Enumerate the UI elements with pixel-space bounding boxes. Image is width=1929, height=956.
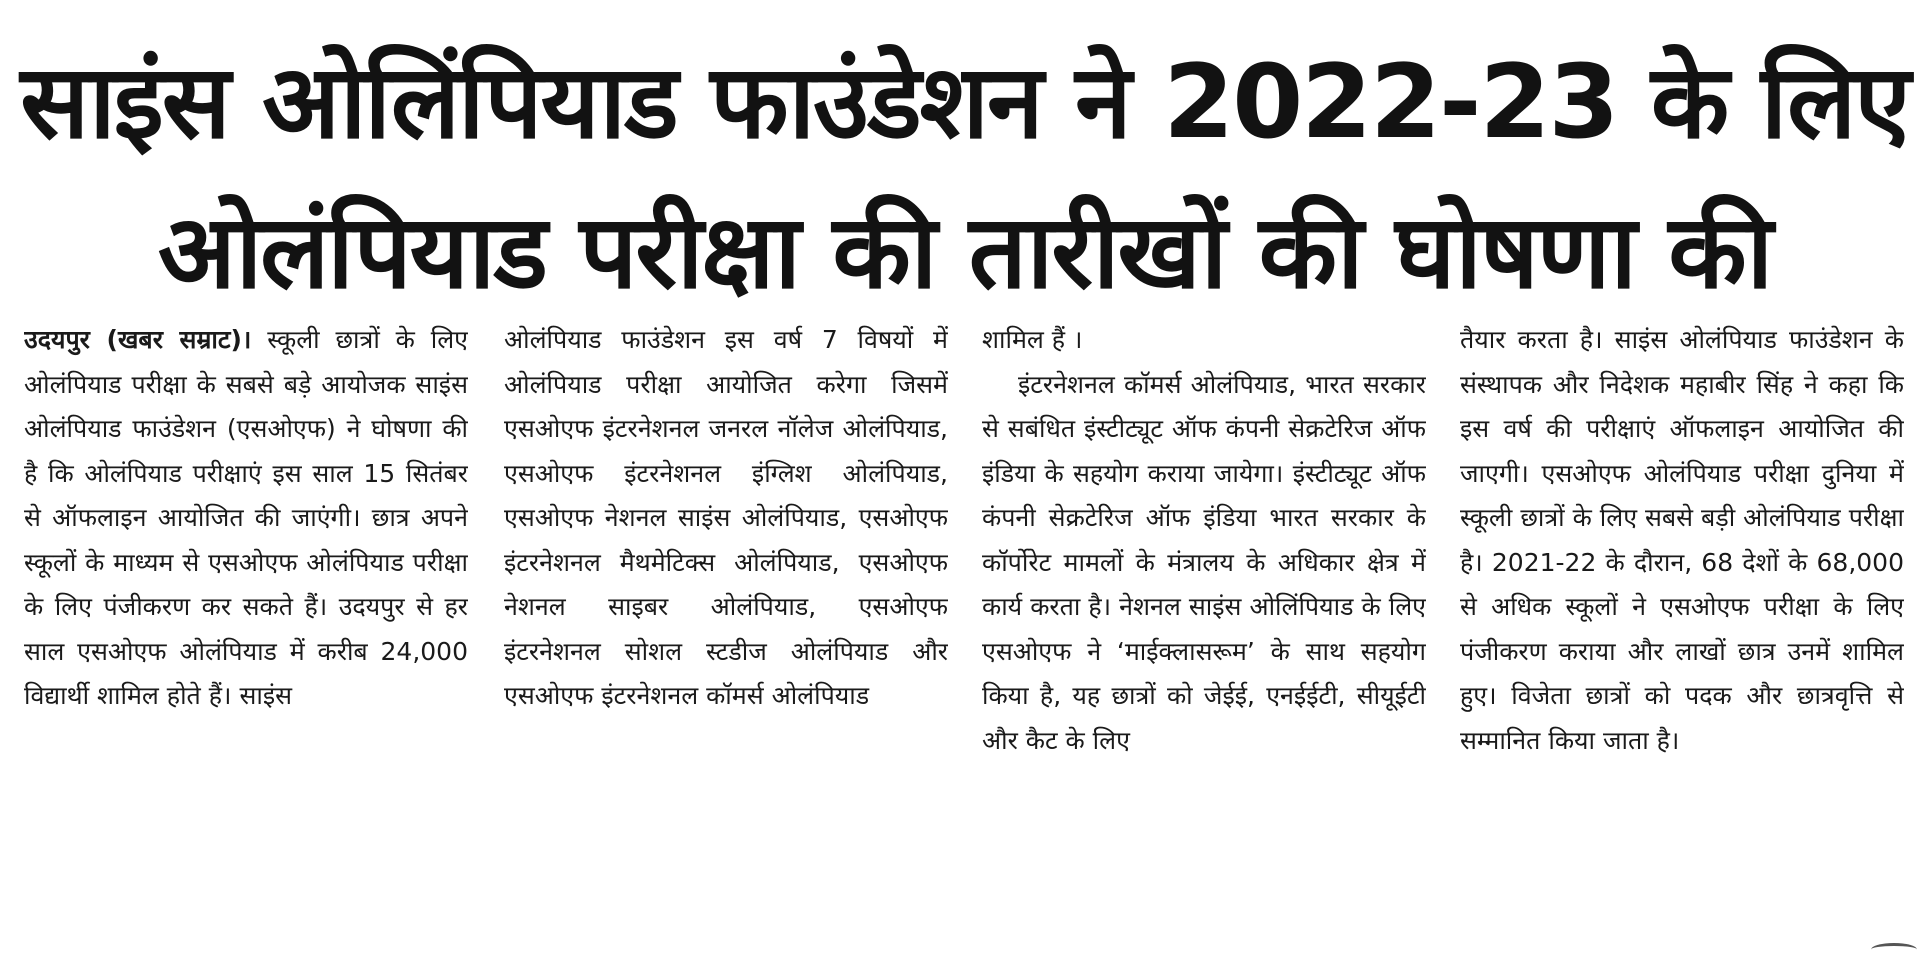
- article-column-4: [1460, 318, 1904, 948]
- column-1-paragraph: [24, 318, 468, 719]
- column-3-paragraph-1: शामिल हैं ।: [982, 325, 1083, 354]
- headline: [0, 28, 1929, 328]
- article-body: [24, 318, 1905, 948]
- headline-line-1: साइंस ओलिंपियाड फाउंडेशन ने 2022-23 के लिए: [20, 43, 1909, 162]
- article-column-2: [504, 318, 948, 948]
- column-1-text: स्कूली छात्रों के लिए ओलंपियाड परीक्षा के सबसे बड़े आयोजक साइंस ओलंपियाड फाउंडेशन (एसओएफ) ने घोषणा की है कि ओलंपियाड परीक्षाएं इस साल 15 सितंबर से ऑफलाइन आयोजित की जाएंगी। छात्र अपने स्कूलों के माध्यम से एसओएफ ओलंपियाड परीक्षा के लिए पंजीकरण कर सकते हैं। उदयपुर से हर साल एसओएफ ओलंपियाड में करीब 24,000 विद्यार्थी शामिल होते हैं। साइंस: [24, 325, 468, 710]
- dateline: उदयपुर (खबर सम्राट)।: [24, 325, 252, 354]
- column-3-paragraph-2: इंटरनेशनल कॉमर्स ओलंपियाड, भारत सरकार से सबंधित इंस्टीट्यूट ऑफ कंपनी सेक्रटेरिज ऑफ इंडिया के सहयोग कराया जायेगा। इंस्टीट्यूट ऑफ कंपनी सेक्रटेरिज ऑफ इंडिया भारत सरकार के कॉर्पोरेट मामलों के मंत्रालय के अधिकार क्षेत्र में कार्य करता है। नेशनल साइंस ओलिंपियाड के लिए एसओएफ ने ‘माईक्लासरूम’ के साथ सहयोग किया है, यह छात्रों को जेईई, एनईईटी, सीयूईटी और कैट के लिए: [982, 369, 1426, 755]
- headline-line-2: ओलंपियाड परीक्षा की तारीखों की घोषणा की: [157, 193, 1772, 312]
- page-corner-mark: [1871, 943, 1917, 956]
- column-2-text: ओलंपियाड फाउंडेशन इस वर्ष 7 विषयों में ओलंपियाड परीक्षा आयोजित करेगा जिसमें एसओएफ इंटरनेशनल जनरल नॉलेज ओलंपियाड, एसओएफ इंटरनेशनल इंग्लिश ओलंपियाड, एसओएफ नेशनल साइंस ओलंपियाड, एसओएफ इंटरनेशनल मैथमेटिक्स ओलंपियाड, एसओएफ नेशनल साइबर ओलंपियाड, एसओएफ इंटरनेशनल सोशल स्टडीज ओलंपियाड और एसओएफ इंटरनेशनल कॉमर्स ओलंपियाड: [504, 325, 948, 710]
- column-4-text: तैयार करता है। साइंस ओलंपियाड फाउंडेशन के संस्थापक और निदेशक महाबीर सिंह ने कहा कि इस वर्ष की परीक्षाएं ऑफलाइन आयोजित की जाएगी। एसओएफ ओलंपियाड परीक्षा दुनिया में स्कूली छात्रों के लिए सबसे बड़ी ओलंपियाड परीक्षा है। 2021-22 के दौरान, 68 देशों के 68,000 से अधिक स्कूलों ने एसओएफ परीक्षा के लिए पंजीकरण कराया और लाखों छात्र उनमें शामिल हुए। विजेता छात्रों को पदक और छात्रवृत्ति से सम्मानित किया जाता है।: [1460, 325, 1904, 755]
- article-column-1: [24, 318, 468, 948]
- article-column-3: [982, 318, 1426, 948]
